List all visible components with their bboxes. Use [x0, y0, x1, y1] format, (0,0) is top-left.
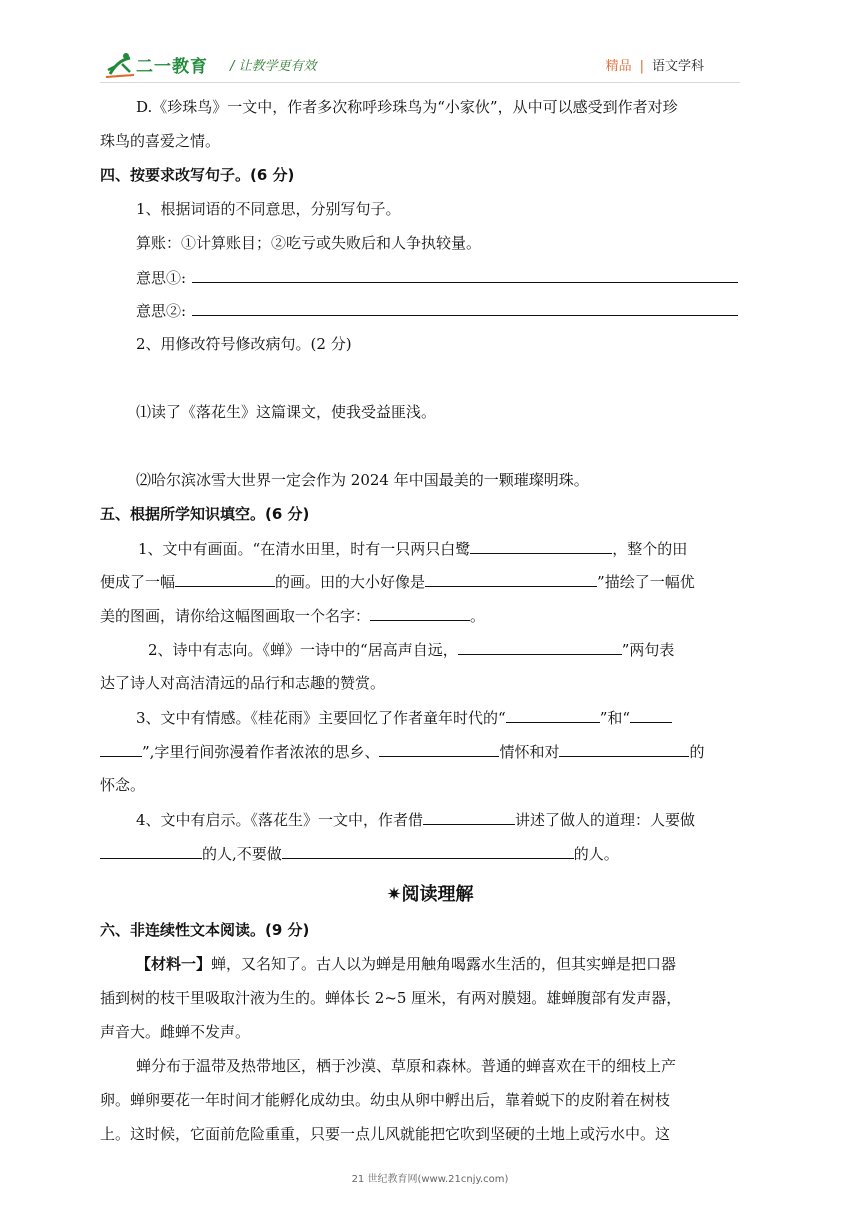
fill-2-text-b: ”两句表	[621, 641, 675, 659]
fill-1-row-3	[100, 605, 485, 626]
fill-4-text: 4、文中有启示。《落花生》一文中，作者借	[136, 811, 424, 829]
fill-2-blank[interactable]	[458, 639, 622, 655]
material-1-para-1	[136, 954, 676, 974]
fill-1-row-2	[100, 571, 695, 592]
fill-3-text-b: ”和“	[599, 709, 631, 727]
quality-label: 精品	[605, 59, 632, 74]
fill-4-text-d: 的人。	[573, 845, 619, 863]
page-header	[100, 46, 740, 86]
fill-4-row	[136, 809, 695, 830]
material-1-para-1-cont: 插到树的枝干里吸取汁液为生的。蝉体长 2~5 厘米，有两对膜翅。雄蝉腹部有发声器，	[100, 989, 682, 1007]
fill-1-blank-a[interactable]	[470, 538, 612, 554]
fill-1-text-d: 的画。田的大小好像是	[275, 573, 426, 591]
fill-2-text: 2、诗中有志向。《蝉》一诗中的“居高声自远，	[148, 641, 458, 659]
fill-1-row	[138, 538, 687, 559]
fill-4-blank-c[interactable]	[282, 843, 574, 859]
q1-prompt: 1、根据词语的不同意思，分别写句子。	[136, 200, 401, 218]
option-d-cont: 珠鸟的喜爱之情。	[100, 132, 221, 150]
fill-3-text-d: 情怀和对	[499, 743, 560, 761]
sentence-2: ⑵哈尔滨冰雪大世界一定会作为 2024 年中国最美的一颗璀璨明珠。	[136, 471, 589, 489]
slogan: / 让教学更有效	[230, 59, 317, 74]
fill-3-blank-b-cont[interactable]	[100, 741, 142, 757]
fill-3-row	[136, 707, 672, 728]
fill-4-blank-a[interactable]	[423, 809, 515, 825]
meaning1-blank[interactable]	[192, 267, 738, 283]
fill-1-text-c: 便成了一幅	[100, 573, 176, 591]
meaning1-row	[136, 267, 738, 288]
material-1-para-1-end: 声音大。雌蝉不发声。	[100, 1023, 251, 1041]
fill-3-text: 3、文中有情感。《桂花雨》主要回忆了作者童年时代的“	[136, 709, 506, 727]
fill-1-text-b: ，整个的田	[612, 540, 688, 558]
fill-1-text-g: 。	[470, 607, 486, 625]
option-d: D.《珍珠鸟》一文中，作者多次称呼珍珠鸟为“小家伙”，从中可以感受到作者对珍	[136, 98, 678, 116]
fill-1-blank-c[interactable]	[425, 571, 597, 587]
sentence-1: ⑴读了《落花生》这篇课文，使我受益匪浅。	[136, 403, 437, 421]
header-divider	[100, 82, 740, 83]
fill-3-row-2	[100, 741, 704, 762]
fill-1-text: 1、文中有画面。“在清水田里，时有一只两只白鹭	[138, 540, 471, 558]
material-1-tag: 【材料一】	[136, 955, 212, 973]
fill-1-text-f: 美的图画，请你给这幅图画取一个名字：	[100, 607, 371, 625]
section-5-title: 五、根据所学知识填空。(6 分)	[100, 505, 310, 523]
q1-word: 算账：①计算账目；②吃亏或失败后和人争执较量。	[136, 234, 482, 252]
fill-3-blank-d[interactable]	[559, 741, 689, 757]
fill-3-blank-c[interactable]	[379, 741, 499, 757]
page-footer: 21 世纪教育网(www.21cnjy.com)	[351, 1174, 509, 1185]
fill-3-blank-b[interactable]	[630, 707, 672, 723]
fill-3-text-e: 的	[689, 743, 705, 761]
subject-label: 语文学科	[651, 59, 704, 74]
logo-text: 二一教育	[136, 57, 208, 77]
fill-2-row	[148, 639, 674, 660]
meaning2-blank[interactable]	[192, 300, 738, 316]
header-tags: 精品 | 语文学科	[605, 59, 704, 74]
section-6-title: 六、非连续性文本阅读。(9 分)	[100, 921, 310, 939]
fill-3-text-c: ”,字里行间弥漫着作者浓浓的思乡、	[142, 743, 380, 761]
fill-4-row-2	[100, 843, 619, 864]
fill-1-blank-d[interactable]	[370, 605, 470, 621]
material-1-para-2-end: 上。这时候，它面前危险重重，只要一点儿风就能把它吹到坚硬的土地上或污水中。这	[100, 1125, 671, 1143]
meaning2-row	[136, 300, 738, 321]
fill-3-row-3: 怀念。	[100, 776, 146, 794]
reading-section-title: ✷阅读理解	[386, 884, 474, 905]
material-1-para-2: 蝉分布于温带及热带地区，栖于沙漠、草原和森林。普通的蝉喜欢在干的细枝上产	[136, 1057, 677, 1075]
fill-1-text-e: ”描绘了一幅优	[597, 573, 695, 591]
q2-prompt: 2、用修改符号修改病句。(2 分)	[136, 335, 352, 353]
fill-4-text-c: 的人,不要做	[202, 845, 282, 863]
meaning2-label: 意思②:	[136, 302, 187, 320]
fill-2-row-2: 达了诗人对高洁清远的品行和志趣的赞赏。	[100, 674, 386, 692]
fill-1-blank-b[interactable]	[175, 571, 275, 587]
meaning1-label: 意思①:	[136, 269, 187, 287]
section-4-title: 四、按要求改写句子。(6 分)	[100, 166, 295, 184]
fill-4-text-b: 讲述了做人的道理：人要做	[515, 811, 696, 829]
fill-3-blank-a[interactable]	[506, 707, 600, 723]
material-1-text: 蝉，又名知了。古人以为蝉是用触角喝露水生活的，但其实蝉是把口器	[211, 955, 677, 973]
material-1-para-2-cont: 卵。蝉卵要花一年时间才能孵化成幼虫。幼虫从卵中孵出后，靠着蜕下的皮附着在树枝	[100, 1091, 671, 1109]
fill-4-blank-b[interactable]	[100, 843, 202, 859]
